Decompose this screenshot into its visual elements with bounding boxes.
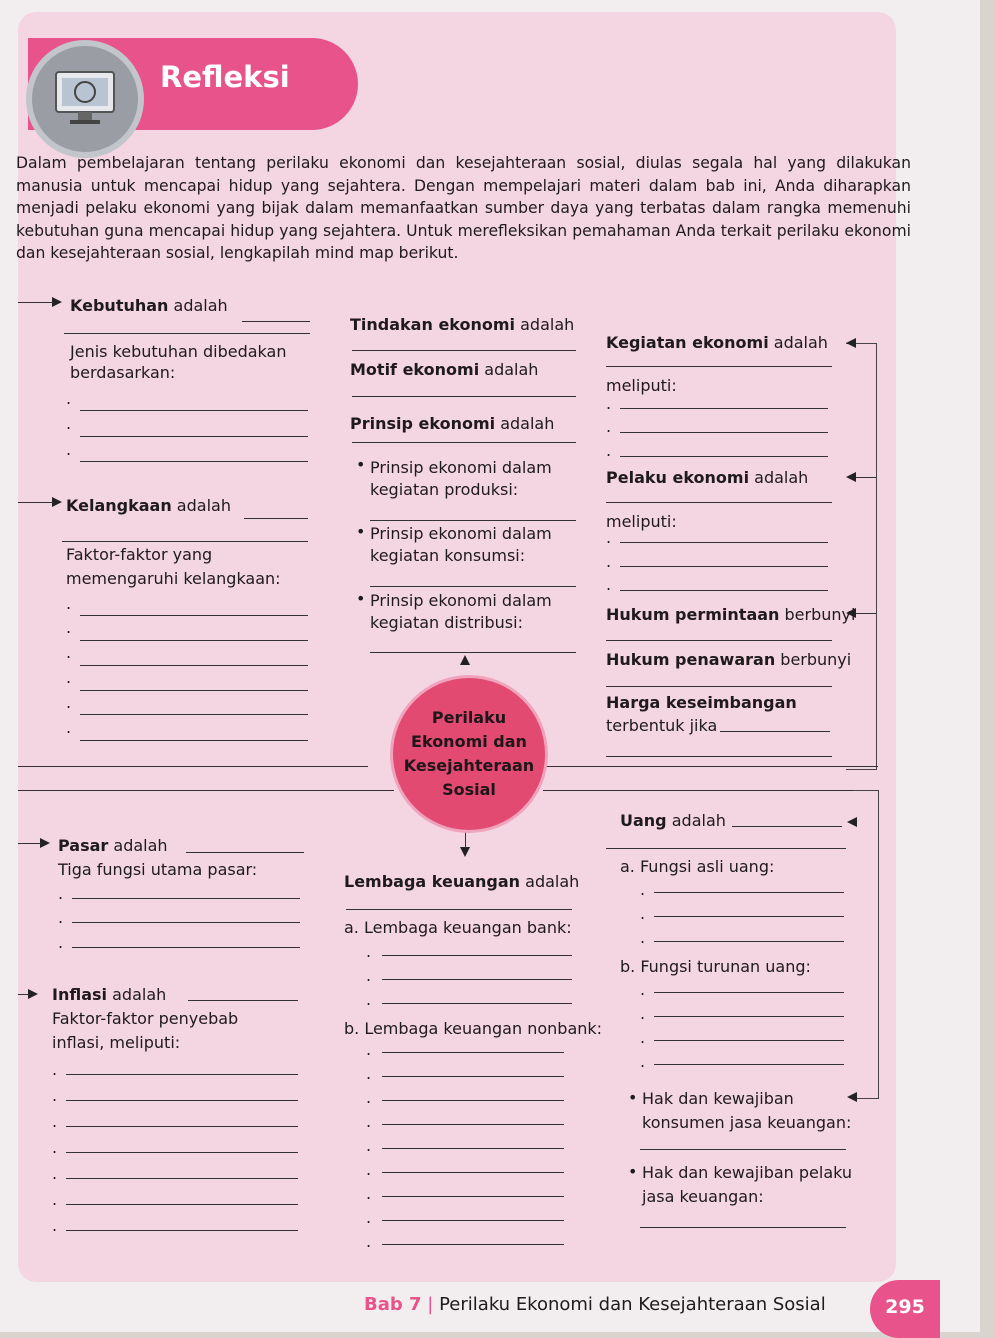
bullet-dot: .: [366, 1064, 372, 1083]
answer-line[interactable]: [606, 366, 832, 367]
tindakan-label: Tindakan ekonomi adalah: [350, 315, 575, 334]
bullet-dot: .: [58, 884, 64, 903]
answer-line[interactable]: [66, 1100, 298, 1101]
footer-separator: |: [427, 1294, 434, 1315]
answer-line[interactable]: [620, 456, 828, 457]
berdasarkan-label: berdasarkan:: [70, 363, 176, 382]
arrow-line: [18, 843, 42, 844]
nonbank-label: b. Lembaga keuangan nonbank:: [344, 1019, 603, 1038]
answer-line[interactable]: [80, 410, 308, 411]
answer-line[interactable]: [80, 436, 308, 437]
hak-pelaku-label-2: jasa keuangan:: [642, 1187, 764, 1206]
center-label-1: Perilaku: [431, 708, 507, 727]
answer-line[interactable]: [382, 1244, 564, 1245]
arrow-line: [465, 830, 466, 848]
answer-line[interactable]: [606, 502, 832, 503]
arrow-line: [856, 613, 876, 614]
bullet-dot: .: [366, 1208, 372, 1227]
bullet-dot: .: [366, 1184, 372, 1203]
answer-line[interactable]: [64, 333, 310, 334]
center-node: [393, 678, 545, 830]
answer-line[interactable]: [370, 586, 576, 587]
bullet-dot: .: [366, 1040, 372, 1059]
answer-line[interactable]: [654, 1040, 844, 1041]
arrow-line: [18, 994, 30, 995]
arrow-icon: [846, 338, 856, 348]
answer-line[interactable]: [382, 1220, 564, 1221]
terbentuk-label: terbentuk jika: [606, 716, 718, 735]
answer-line[interactable]: [720, 731, 830, 732]
bullet-dot: •: [356, 589, 366, 608]
bullet-dot: .: [640, 1004, 646, 1023]
pasar-label: Pasar adalah: [58, 836, 168, 855]
answer-line[interactable]: [382, 955, 572, 956]
answer-line[interactable]: [382, 1172, 564, 1173]
answer-line[interactable]: [606, 756, 832, 757]
answer-line[interactable]: [640, 1227, 846, 1228]
answer-line[interactable]: [382, 1052, 564, 1053]
bullet-dot: .: [52, 1138, 58, 1157]
answer-line[interactable]: [620, 566, 828, 567]
konsumsi-label-1: Prinsip ekonomi dalam: [370, 524, 552, 543]
answer-line[interactable]: [370, 520, 576, 521]
answer-line[interactable]: [654, 1016, 844, 1017]
bank-label: a. Lembaga keuangan bank:: [344, 918, 572, 937]
center-label-3: Kesejahteraan: [403, 756, 535, 775]
bullet-dot: .: [640, 1052, 646, 1071]
fungsi-pasar-label: Tiga fungsi utama pasar:: [58, 860, 258, 879]
answer-line[interactable]: [654, 992, 844, 993]
bullet-dot: .: [606, 441, 612, 460]
arrow-line: [18, 502, 54, 503]
answer-line[interactable]: [72, 922, 300, 923]
answer-line[interactable]: [382, 1196, 564, 1197]
penawaran-label: Hukum penawaran berbunyi: [606, 650, 852, 669]
answer-line[interactable]: [654, 916, 844, 917]
answer-line[interactable]: [80, 740, 308, 741]
answer-line[interactable]: [186, 852, 304, 853]
arrow-line: [18, 302, 54, 303]
center-label-4: Sosial: [442, 780, 496, 799]
answer-line[interactable]: [66, 1074, 298, 1075]
intro-paragraph: Dalam pembelajaran tentang perilaku ekonomi dan kesejahteraan sosial, diulas segala hal yang dilakukan manusia untuk mencapai hidup yang sejahtera. Dengan mempelajari materi dalam bab ini, Anda diharapkan menjadi pelaku ekonomi yang bijak dalam memanfaatkan sumber daya yang terbatas dalam rangka memenuhi kebutuhan guna mencapai hidup yang sejahtera. Untuk merefleksikan pemahaman Anda terkait perilaku ekonomi dan kesejahteraan sosial, lengkapilah mind map berikut.: [16, 154, 911, 263]
permintaan-label: Hukum permintaan berbunyi: [606, 605, 856, 624]
inflasi-label: Inflasi adalah: [52, 985, 167, 1004]
answer-line[interactable]: [654, 892, 844, 893]
bullet-dot: .: [66, 668, 72, 687]
bullet-dot: .: [366, 942, 372, 961]
answer-line[interactable]: [620, 542, 828, 543]
bullet-dot: .: [52, 1086, 58, 1105]
fungsi-asli-label: a. Fungsi asli uang:: [620, 857, 775, 876]
bullet-dot: .: [606, 417, 612, 436]
arrow-icon: [847, 1092, 857, 1102]
bullet-dot: .: [66, 718, 72, 737]
bullet-dot: .: [640, 904, 646, 923]
kegiatan-label: Kegiatan ekonomi adalah: [606, 333, 828, 352]
answer-line[interactable]: [382, 1124, 564, 1125]
answer-line[interactable]: [80, 615, 308, 616]
connector-line: [540, 766, 878, 767]
answer-line[interactable]: [382, 979, 572, 980]
answer-line[interactable]: [80, 714, 308, 715]
bullet-dot: .: [640, 1028, 646, 1047]
bullet-dot: .: [66, 414, 72, 433]
bullet-dot: .: [606, 528, 612, 547]
bullet-dot: .: [52, 1190, 58, 1209]
fungsi-turunan-label: b. Fungsi turunan uang:: [620, 957, 811, 976]
hak-konsumen-label-1: Hak dan kewajiban: [642, 1089, 794, 1108]
distribusi-label-1: Prinsip ekonomi dalam: [370, 591, 552, 610]
hak-pelaku-label-1: Hak dan kewajiban pelaku: [642, 1163, 853, 1182]
jenis-kebutuhan-label: Jenis kebutuhan dibedakan: [70, 342, 287, 361]
penyebab-label-1: Faktor-faktor penyebab: [52, 1009, 239, 1028]
bullet-dot: .: [66, 440, 72, 459]
connector-line: [18, 766, 368, 767]
chapter-title: Perilaku Ekonomi dan Kesejahteraan Sosial: [439, 1294, 826, 1315]
bullet-dot: .: [606, 394, 612, 413]
connector-bottom-right: [852, 790, 879, 1099]
answer-line[interactable]: [732, 826, 842, 827]
page-title: Refleksi: [160, 60, 290, 94]
bullet-dot: .: [58, 933, 64, 952]
penyebab-label-2: inflasi, meliputi:: [52, 1033, 181, 1052]
answer-line[interactable]: [80, 640, 308, 641]
kelangkaan-label: Kelangkaan adalah: [66, 496, 231, 515]
bullet-dot: .: [52, 1112, 58, 1131]
kebutuhan-label: Kebutuhan adalah: [70, 296, 228, 315]
arrow-icon: [847, 817, 857, 827]
produksi-label-1: Prinsip ekonomi dalam: [370, 458, 552, 477]
connector-line: [543, 790, 853, 791]
bullet-dot: •: [628, 1088, 638, 1107]
answer-line[interactable]: [352, 396, 576, 397]
center-label-2: Ekonomi dan: [411, 732, 527, 751]
answer-line[interactable]: [72, 898, 300, 899]
bullet-dot: .: [66, 618, 72, 637]
bullet-dot: .: [366, 1088, 372, 1107]
bullet-dot: .: [52, 1060, 58, 1079]
answer-line[interactable]: [654, 1064, 844, 1065]
bullet-dot: .: [606, 552, 612, 571]
answer-line[interactable]: [640, 1149, 846, 1150]
motif-label: Motif ekonomi adalah: [350, 360, 539, 379]
faktor-label-1: Faktor-faktor yang: [66, 545, 213, 564]
answer-line[interactable]: [620, 408, 828, 409]
answer-line[interactable]: [620, 432, 828, 433]
page-number: 295: [870, 1280, 940, 1338]
meliputi-label-2: meliputi:: [606, 512, 677, 531]
konsumsi-label-2: kegiatan konsumsi:: [370, 546, 526, 565]
answer-line[interactable]: [66, 1152, 298, 1153]
meliputi-label: meliputi:: [606, 376, 677, 395]
bullet-dot: .: [640, 928, 646, 947]
bullet-dot: .: [366, 1136, 372, 1155]
bullet-dot: .: [66, 693, 72, 712]
answer-line[interactable]: [620, 590, 828, 591]
bullet-dot: .: [640, 880, 646, 899]
bullet-dot: .: [52, 1216, 58, 1235]
answer-line[interactable]: [66, 1204, 298, 1205]
uang-label: Uang adalah: [620, 811, 726, 830]
answer-line[interactable]: [606, 640, 832, 641]
bullet-dot: •: [356, 455, 366, 474]
answer-line[interactable]: [66, 1126, 298, 1127]
answer-line[interactable]: [80, 461, 308, 462]
answer-line[interactable]: [606, 848, 846, 849]
connector-line: [18, 790, 394, 791]
distribusi-label-2: kegiatan distribusi:: [370, 613, 523, 632]
bullet-dot: .: [366, 990, 372, 1009]
answer-line[interactable]: [62, 541, 308, 542]
chapter-label: Bab 7: [364, 1294, 422, 1315]
answer-line[interactable]: [80, 665, 308, 666]
answer-line[interactable]: [606, 686, 832, 687]
answer-line[interactable]: [346, 909, 572, 910]
answer-line[interactable]: [382, 1076, 564, 1077]
hak-konsumen-label-2: konsumen jasa keuangan:: [642, 1113, 852, 1132]
answer-line[interactable]: [80, 690, 308, 691]
arrow-up-icon: [460, 655, 470, 665]
answer-line[interactable]: [382, 1100, 564, 1101]
answer-line[interactable]: [244, 518, 308, 519]
pelaku-label: Pelaku ekonomi adalah: [606, 468, 809, 487]
answer-line[interactable]: [352, 350, 576, 351]
answer-line[interactable]: [352, 442, 576, 443]
connector-top-right: [846, 343, 877, 770]
faktor-label-2: memengaruhi kelangkaan:: [66, 569, 281, 588]
harga-label: Harga keseimbangan: [606, 693, 797, 712]
monitor-icon: [26, 40, 144, 158]
answer-line[interactable]: [654, 941, 844, 942]
arrow-icon: [846, 472, 856, 482]
lembaga-label: Lembaga keuangan adalah: [344, 872, 580, 891]
arrow-line: [856, 477, 876, 478]
produksi-label-2: kegiatan produksi:: [370, 480, 519, 499]
bullet-dot: .: [366, 966, 372, 985]
bullet-dot: .: [66, 594, 72, 613]
bullet-dot: .: [366, 1160, 372, 1179]
answer-line[interactable]: [188, 1000, 298, 1001]
bullet-dot: .: [366, 1232, 372, 1251]
answer-line[interactable]: [382, 1003, 572, 1004]
footer: [364, 1294, 826, 1315]
bullet-dot: .: [606, 575, 612, 594]
prinsip-label: Prinsip ekonomi adalah: [350, 414, 555, 433]
bullet-dot: .: [66, 389, 72, 408]
bullet-dot: •: [628, 1162, 638, 1181]
answer-line[interactable]: [242, 321, 310, 322]
bullet-dot: .: [366, 1112, 372, 1131]
bullet-dot: .: [640, 980, 646, 999]
answer-line[interactable]: [66, 1230, 298, 1231]
answer-line[interactable]: [370, 652, 576, 653]
bullet-dot: .: [58, 908, 64, 927]
bullet-dot: .: [66, 643, 72, 662]
answer-line[interactable]: [66, 1178, 298, 1179]
bullet-dot: .: [52, 1164, 58, 1183]
answer-line[interactable]: [72, 947, 300, 948]
arrow-down-icon: [460, 847, 470, 857]
bullet-dot: •: [356, 522, 366, 541]
answer-line[interactable]: [382, 1148, 564, 1149]
